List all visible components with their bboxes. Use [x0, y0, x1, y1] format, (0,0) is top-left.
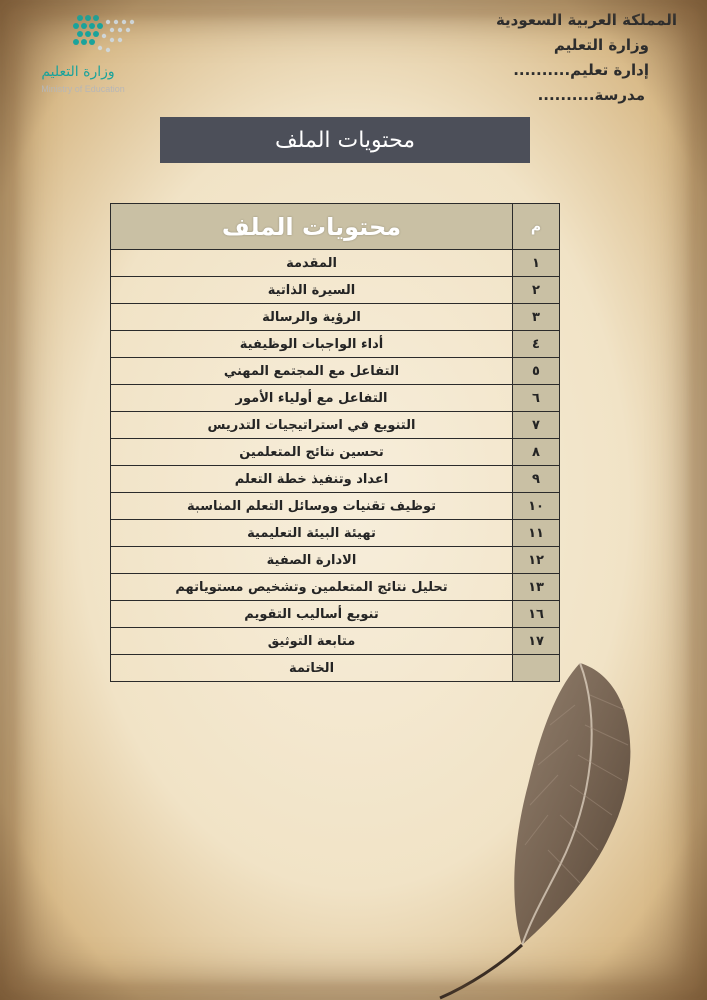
table-row [111, 466, 560, 493]
school-line: مدرسة.......... [537, 86, 645, 104]
table-header-row [111, 204, 560, 250]
page-title: محتويات الملف [274, 127, 416, 153]
row-item: الادارة الصفية [111, 547, 513, 574]
row-number: ١١ [513, 520, 560, 547]
ministry-name: وزارة التعليم [553, 36, 649, 54]
row-item: المقدمة [111, 250, 513, 277]
row-item: تحسين نتائج المتعلمين [111, 439, 513, 466]
table-row [111, 250, 560, 277]
logo-text-arabic: وزارة التعليم [41, 64, 115, 80]
row-number: ٤ [513, 331, 560, 358]
row-number: ٣ [513, 304, 560, 331]
row-item: الخاتمة [111, 655, 513, 682]
row-number: ١٧ [513, 628, 560, 655]
contents-table [110, 203, 560, 682]
row-item: اعداد وتنفيذ خطة التعلم [111, 466, 513, 493]
feather-icon [430, 655, 680, 1000]
ministry-logo-icon [28, 14, 138, 64]
row-item: التفاعل مع المجتمع المهني [111, 358, 513, 385]
row-number: ٦ [513, 385, 560, 412]
row-item: أداء الواجبات الوظيفية [111, 331, 513, 358]
table-row [111, 628, 560, 655]
number-column-header: م [513, 204, 560, 250]
table-row [111, 385, 560, 412]
table-row [111, 493, 560, 520]
table-row [111, 547, 560, 574]
row-item: تهيئة البيئة التعليمية [111, 520, 513, 547]
header-block [496, 8, 677, 108]
row-number: ٧ [513, 412, 560, 439]
table-row [111, 277, 560, 304]
row-number: ٨ [513, 439, 560, 466]
row-number: ١ [513, 250, 560, 277]
row-item: تحليل نتائج المتعلمين وتشخيص مستوياتهم [111, 574, 513, 601]
row-number: ١٣ [513, 574, 560, 601]
row-number: ١٦ [513, 601, 560, 628]
row-number: ٥ [513, 358, 560, 385]
table-row [111, 520, 560, 547]
row-number: ١٢ [513, 547, 560, 574]
row-item: متابعة التوثيق [111, 628, 513, 655]
table-row [111, 304, 560, 331]
row-number: ١٠ [513, 493, 560, 520]
row-item: تنويع أساليب التقويم [111, 601, 513, 628]
table-row [111, 412, 560, 439]
administration-line: إدارة تعليم.......... [513, 61, 649, 79]
kingdom-name: المملكة العربية السعودية [495, 11, 677, 29]
page-title-banner [160, 117, 530, 163]
contents-column-header: محتويات الملف [111, 204, 513, 250]
table-row [111, 439, 560, 466]
row-item: التفاعل مع أولياء الأمور [111, 385, 513, 412]
logo-text-english: Ministry of Education [41, 84, 125, 94]
table-row [111, 358, 560, 385]
row-number: ٢ [513, 277, 560, 304]
table-row [111, 601, 560, 628]
row-number: ٩ [513, 466, 560, 493]
row-item: توظيف تقنيات ووسائل التعلم المناسبة [111, 493, 513, 520]
ministry-logo [28, 14, 138, 96]
table-row [111, 574, 560, 601]
table-row [111, 331, 560, 358]
row-item: الرؤية والرسالة [111, 304, 513, 331]
row-item: التنويع في استراتيجيات التدريس [111, 412, 513, 439]
row-item: السيرة الذاتية [111, 277, 513, 304]
